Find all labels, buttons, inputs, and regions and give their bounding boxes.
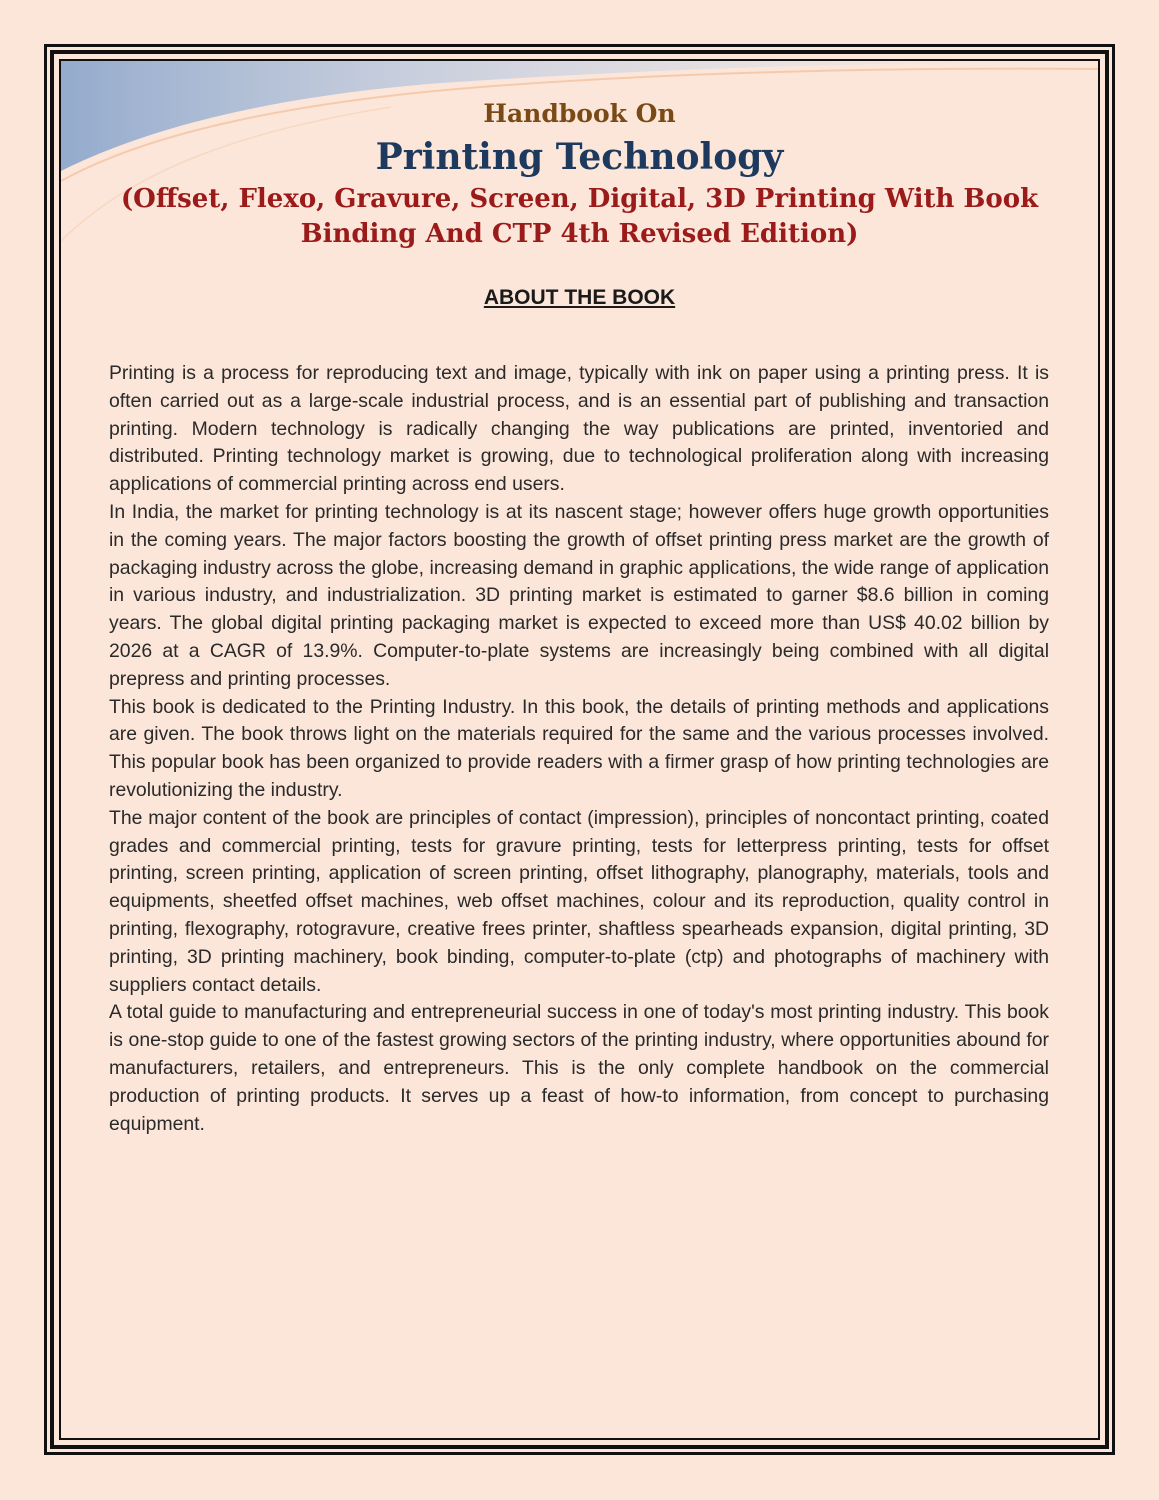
paragraph: A total guide to manufacturing and entrepreneurial success in one of today's most printing industry. This book is one-stop guide to one of the fastest growing sectors of the printing industry, where opportunities abound for manufacturers, retailers, and entrepreneurs. This is the only complete handbook on the commercial production of printing products. It serves up a feast of how-to information, from concept to purchasing equipment.: [109, 1001, 1049, 1135]
page-subtitle: (Offset, Flexo, Gravure, Screen, Digital, 3D Printing With Book Binding And CTP 4th Revised Edition): [120, 184, 1039, 249]
paragraph: This book is dedicated to the Printing Industry. In this book, the details of printing methods and applications are given. The book throws light on the materials required for the same and the various processes involved. This popular book has been organized to provide readers with a firmer grasp of how printing technologies are revolutionizing the industry.: [109, 695, 1049, 801]
section-heading: ABOUT THE BOOK: [483, 286, 676, 309]
body-text: [109, 360, 1049, 1138]
pre-title: Handbook On: [483, 99, 676, 128]
paragraph: The major content of the book are principles of contact (impression), principles of noncontact printing, coated grades and commercial printing, tests for gravure printing, tests for letterpress printing, tests for offset printing, screen printing, application of screen printing, offset lithography, planography, materials, tools and equipments, sheetfed offset machines, web offset machines, colour and its reproduction, quality control in printing, flexography, rotogravure, creative frees printer, shaftless spearheads expansion, digital printing, 3D printing, 3D printing machinery, book binding, computer-to-plate (ctp) and photographs of machinery with suppliers contact details.: [109, 806, 1049, 996]
page-title: Printing Technology: [375, 136, 784, 178]
paragraph: Printing is a process for reproducing text and image, typically with ink on paper using a printing press. It is often carried out as a large-scale industrial process, and is an essential part of publishing and transaction printing. Modern technology is radically changing the way publications are printed, inventoried and distributed. Printing technology market is growing, due to technological proliferation along with increasing applications of commercial printing across end users.: [109, 362, 1049, 496]
paragraph: In India, the market for printing technology is at its nascent stage; however offers huge growth opportunities in the coming years. The major factors boosting the growth of offset printing press market are the growth of packaging industry across the globe, increasing demand in graphic applications, the wide range of application in various industry, and industrialization. 3D printing market is estimated to garner $8.6 billion in coming years. The global digital printing packaging market is expected to exceed more than US$ 40.02 billion by 2026 at a CAGR of 13.9%. Computer-to-plate systems are increasingly being combined with all digital prepress and printing processes.: [109, 500, 1049, 690]
